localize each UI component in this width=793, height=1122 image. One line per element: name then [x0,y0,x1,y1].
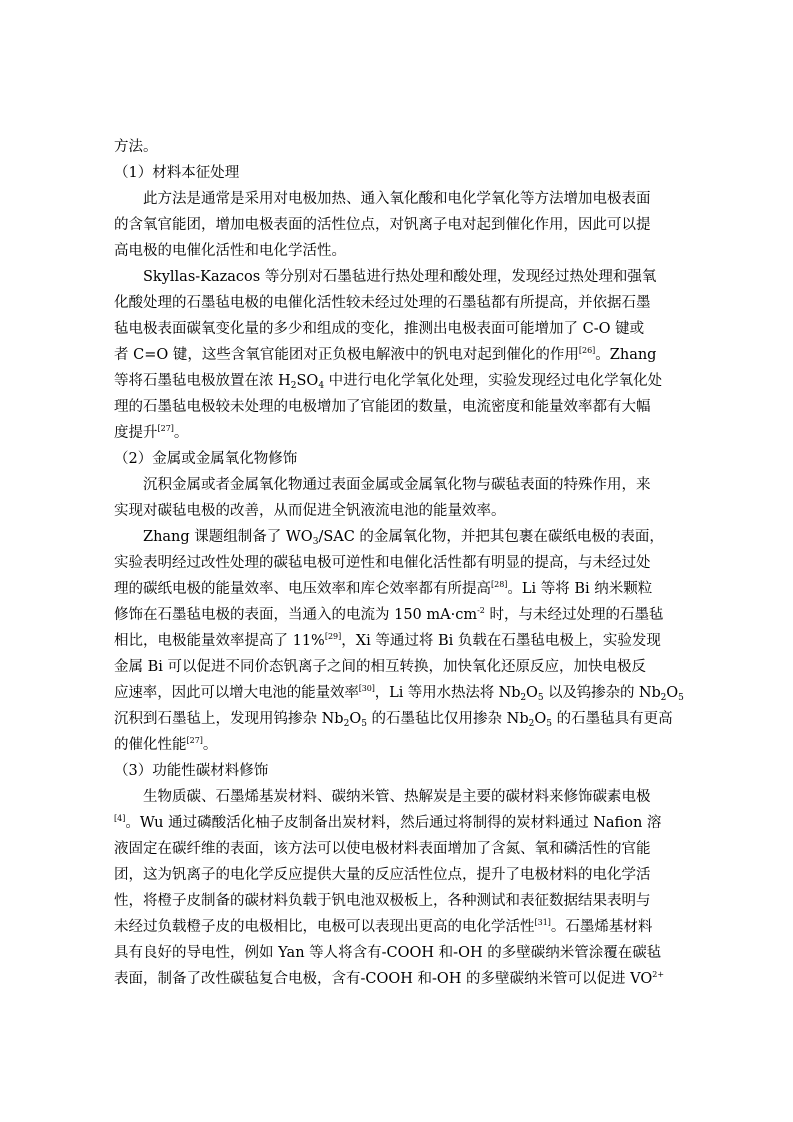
superscript: 2+ [652,970,665,979]
superscript: [29] [324,632,342,641]
superscript: [4] [114,814,126,823]
subscript: 4 [318,381,325,391]
text-run: 度提升 [114,425,158,441]
text-line [114,264,684,290]
text-run: 理的石墨毡电极较未处理的电极增加了官能团的数量，电流密度和能量效率都有大幅 [114,399,651,415]
text-line [114,290,684,316]
superscript: [30] [358,684,375,693]
text-run: 的催化性能 [114,737,187,753]
text-line [114,212,684,238]
superscript: [27] [157,424,174,433]
text-line [114,940,684,966]
text-run: 等将石墨毡电极放置在浓 H [114,373,291,389]
text-run: SO [296,373,319,389]
text-run: 者 C=O 键，这些含氧官能团对正负极电解液中的钒电对起到催化的作用 [114,347,579,363]
text-run: /SAC 的金属氧化物，并把其包裹在碳纸电极的表面， [318,529,664,545]
text-run: 。 [202,737,218,753]
text-run: 。Wu 通过磷酸活化柚子皮制备出炭材料，然后通过将制得的炭材料通过 Nafion 溶 [125,815,662,831]
text-run: 团，这为钒离子的电化学反应提供大量的反应活性位点，提升了电极材料的电化学活 [114,867,651,883]
text-run: 以及钨掺杂的 Nb [543,685,661,701]
text-line [114,966,684,992]
text-line [114,602,684,628]
text-run: 的石墨毡比仅用掺杂 Nb [366,711,529,727]
subscript: 5 [361,719,367,729]
text-line [114,342,684,368]
text-run: 液固定在碳纤维的表面，该方法可以使电极材料表面增加了含氮、氧和磷活性的官能 [114,841,651,857]
text-line [114,862,684,888]
text-run: 此方法是通常是采用对电极加热、通入氧化酸和电化学氧化等方法增加电极表面 [143,191,651,207]
text-line [114,732,684,758]
text-line [114,810,684,836]
text-run: 毡电极表面碳氧变化量的多少和组成的变化，推测出电极表面可能增加了 C-O 键或 [114,321,645,337]
subscript: 2 [520,693,527,703]
text-run: 。 [173,425,189,441]
text-run: 生物质碳、石墨烯基炭材料、碳纳米管、热解炭是主要的碳材料来修饰碳素电极 [143,789,651,805]
text-line [114,368,684,394]
text-run: 的含氧官能团，增加电极表面的活性位点，对钒离子电对起到催化作用，因此可以提 [114,217,651,233]
text-run: 。石墨烯基材料 [550,919,653,935]
text-line [114,680,684,706]
subscript: 2 [528,719,535,729]
text-run: ，Li 等用水热法将 Nb [374,685,521,701]
text-run: 中进行电化学氧化处理，实验发现经过电化学氧化处 [324,373,663,389]
section-heading [114,446,684,472]
subscript: 5 [537,693,544,703]
text-line [114,238,684,264]
text-run: O [666,685,679,701]
superscript: -2 [477,606,485,615]
text-line [114,316,684,342]
section-heading [114,758,684,784]
text-run: （3）功能性碳材料修饰 [114,763,269,779]
text-run: ，Xi 等通过将 Bi 负载在石墨毡电极上，实验发现 [341,633,661,649]
subscript: 5 [546,719,552,729]
text-run: O [526,685,538,701]
text-line [114,654,684,680]
text-line [114,550,684,576]
text-line [114,628,684,654]
text-run: 金属 Bi 可以促进不同价态钒离子之间的相互转换，加快氧化还原反应，加快电极反 [114,659,647,675]
superscript: [27] [186,736,203,745]
text-run: 沉积金属或者金属氧化物通过表面金属或金属氧化物与碳毡表面的特殊作用，来 [143,477,651,493]
subscript: 3 [312,537,319,547]
text-line [114,836,684,862]
text-run: 。Li 等将 Bi 纳米颗粒 [507,581,653,597]
text-line [114,498,684,524]
text-line [114,706,684,732]
text-run: 相比，电极能量效率提高了 11% [114,633,325,649]
text-line [114,420,684,446]
text-line [114,784,684,810]
text-run: （1）材料本征处理 [114,165,240,181]
text-run: O [534,711,547,727]
text-run: 表面，制备了改性碳毡复合电极，含有-COOH 和-OH 的多壁碳纳米管可以促进 VO [114,971,653,987]
subscript: 2 [343,719,350,729]
text-line [114,472,684,498]
section-heading [114,160,684,186]
document-page [114,134,684,992]
text-run: 具有良好的导电性，例如 Yan 等人将含有-COOH 和-OH 的多壁碳纳米管涂覆在碳毡 [114,945,662,961]
text-run: 实验表明经过改性处理的碳毡电极可逆性和电催化活性都有明显的提高，与未经过处 [114,555,651,571]
text-line [114,134,684,160]
text-run: 理的碳纸电极的能量效率、电压效率和库仑效率都有所提高 [114,581,491,597]
subscript: 2 [660,693,667,703]
subscript: 2 [290,381,297,391]
text-line [114,186,684,212]
text-line [114,524,684,550]
text-run: 的石墨毡具有更高 [551,711,673,727]
text-run: 高电极的电催化活性和电化学活性。 [114,243,346,259]
text-line [114,888,684,914]
text-run: 方法。 [114,139,158,155]
text-run: 实现对碳毡电极的改善，从而促进全钒液流电池的能量效率。 [114,503,506,519]
text-line [114,576,684,602]
text-line [114,914,684,940]
text-run: 修饰在石墨毡电极的表面，当通入的电流为 150 mA·cm [114,607,478,623]
text-line [114,394,684,420]
subscript: 5 [678,693,684,703]
superscript: [28] [491,580,508,589]
text-run: 。Zhang [595,347,657,363]
text-run: 应速率，因此可以增大电池的能量效率 [114,685,359,701]
text-run: 未经过负载橙子皮的电极相比，电极可以表现出更高的电化学活性 [114,919,535,935]
superscript: [26] [578,346,596,355]
text-run: 性，将橙子皮制备的碳材料负载于钒电池双极板上，各种测试和表征数据结果表明与 [114,893,651,909]
text-run: 沉积到石墨毡上，发现用钨掺杂 Nb [114,711,344,727]
text-run: （2）金属或金属氧化物修饰 [114,451,298,467]
text-run: 时，与未经过处理的石墨毡 [484,607,664,623]
superscript: [31] [534,918,551,927]
text-run: O [349,711,362,727]
text-run: 化酸处理的石墨毡电极的电催化活性较未经过处理的石墨毡都有所提高，并依据石墨 [114,295,651,311]
text-run: Skyllas-Kazacos 等分别对石墨毡进行热处理和酸处理，发现经过热处理和强氧 [143,269,657,285]
text-run: Zhang 课题组制备了 WO [143,529,313,545]
